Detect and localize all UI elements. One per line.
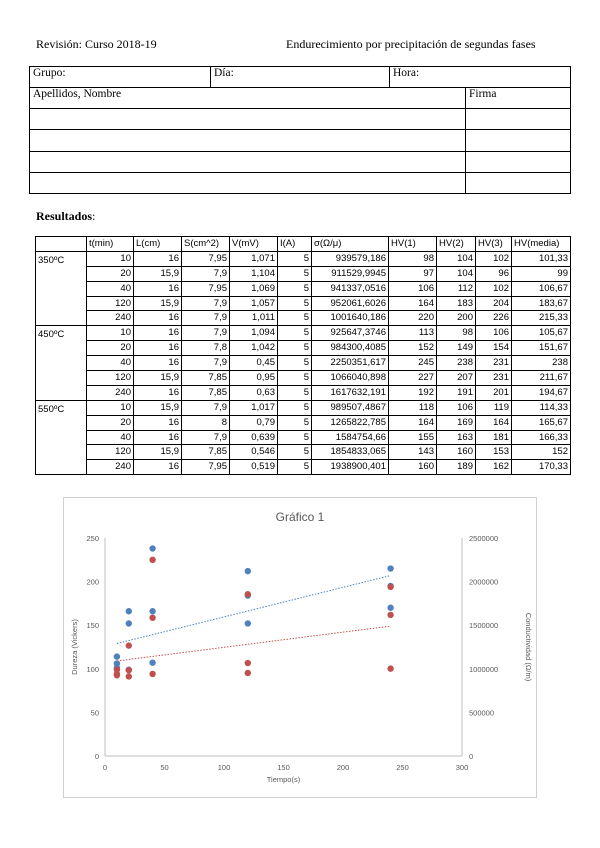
table-cell: 15,9 (134, 400, 182, 415)
table-cell: 16 (134, 385, 182, 400)
table-cell: 1,071 (230, 251, 278, 266)
table-cell: 1265822,785 (312, 415, 389, 430)
table-cell: 105,67 (512, 326, 571, 341)
y-tick-label: 200 (86, 577, 99, 587)
y-tick-label: 150 (86, 621, 99, 631)
table-cell: 15,9 (134, 371, 182, 386)
table-cell: 0,519 (230, 460, 278, 475)
table-row (36, 430, 571, 445)
table-cell: 7,9 (182, 326, 230, 341)
data-point-conductividad (126, 642, 132, 648)
table-cell: 152 (389, 341, 437, 356)
grupo-field[interactable] (30, 67, 211, 88)
table-cell: 10 (87, 326, 134, 341)
temp-column-header (36, 237, 87, 252)
table-cell: 163 (437, 430, 476, 445)
data-point-conductividad (149, 671, 155, 677)
table-cell: 152 (512, 445, 571, 460)
scatter-chart (64, 498, 536, 797)
table-cell: 220 (389, 311, 437, 326)
table-row (36, 311, 571, 326)
table-cell: 238 (512, 356, 571, 371)
table-cell: 5 (278, 281, 312, 296)
table-cell: 5 (278, 311, 312, 326)
table-cell: 5 (278, 341, 312, 356)
table-cell: 194,67 (512, 385, 571, 400)
table-cell: 16 (134, 251, 182, 266)
grupo-label: Grupo: (33, 67, 66, 79)
y-tick-label: 250 (86, 534, 99, 543)
column-header: V(mV) (230, 237, 278, 252)
table-cell: 215,33 (512, 311, 571, 326)
table-cell: 165,67 (512, 415, 571, 430)
table-cell: 101,33 (512, 251, 571, 266)
table-cell: 7,95 (182, 251, 230, 266)
data-point-dureza (149, 545, 155, 551)
table-cell: 40 (87, 281, 134, 296)
table-cell: 5 (278, 400, 312, 415)
table-cell: 201 (476, 385, 512, 400)
data-point-dureza (149, 659, 155, 665)
table-cell: 106,67 (512, 281, 571, 296)
table-cell: 204 (476, 296, 512, 311)
table-cell: 911529,9945 (312, 266, 389, 281)
table-cell: 5 (278, 266, 312, 281)
data-point-dureza (387, 565, 393, 571)
name-entry-1[interactable] (30, 109, 466, 130)
x-tick-label: 250 (396, 763, 409, 772)
y-tick-label: 50 (90, 708, 99, 718)
table-cell: 5 (278, 445, 312, 460)
name-entry-4[interactable] (30, 172, 466, 193)
table-cell: 1,104 (230, 266, 278, 281)
table-cell: 192 (389, 385, 437, 400)
table-cell: 984300,4085 (312, 341, 389, 356)
apellidos-header (30, 88, 466, 109)
table-cell: 231 (476, 371, 512, 386)
temperature-cell: 550ºC (36, 400, 87, 474)
table-cell: 211,67 (512, 371, 571, 386)
column-header: S(cm^2) (182, 237, 230, 252)
table-cell: 1584754,66 (312, 430, 389, 445)
y2-tick-label: 0 (469, 752, 474, 761)
table-cell: 1938900,401 (312, 460, 389, 475)
table-row (36, 445, 571, 460)
column-header: t(min) (87, 237, 134, 252)
dia-label: Día: (214, 67, 234, 79)
table-row (36, 415, 571, 430)
data-point-conductividad (245, 591, 251, 597)
table-cell: 106 (437, 400, 476, 415)
x-tick-label: 100 (217, 763, 231, 772)
table-cell: 10 (87, 251, 134, 266)
data-point-conductividad (149, 615, 155, 621)
trendline-dureza (117, 575, 391, 643)
y2-tick-label: 1500000 (469, 621, 499, 631)
table-cell: 102 (476, 251, 512, 266)
trendline-conductividad (117, 626, 391, 661)
signature-entry-1[interactable] (466, 109, 571, 130)
table-row (36, 400, 571, 415)
table-cell: 2250351,617 (312, 356, 389, 371)
y-tick-label: 0 (94, 752, 99, 761)
table-cell: 40 (87, 430, 134, 445)
table-cell: 1,042 (230, 341, 278, 356)
data-point-dureza (126, 608, 132, 614)
table-cell: 941337,0516 (312, 281, 389, 296)
table-cell: 0,639 (230, 430, 278, 445)
table-cell: 162 (476, 460, 512, 475)
table-cell: 183 (437, 296, 476, 311)
table-cell: 164 (389, 415, 437, 430)
table-cell: 120 (87, 371, 134, 386)
table-cell: 164 (476, 415, 512, 430)
table-cell: 15,9 (134, 266, 182, 281)
table-row (36, 281, 571, 296)
table-cell: 7,9 (182, 296, 230, 311)
table-cell: 189 (437, 460, 476, 475)
table-cell: 16 (134, 341, 182, 356)
column-header: HV(media) (512, 237, 571, 252)
table-cell: 15,9 (134, 296, 182, 311)
table-cell: 939579,186 (312, 251, 389, 266)
data-point-dureza (387, 605, 393, 611)
table-cell: 7,9 (182, 356, 230, 371)
column-header: HV(2) (437, 237, 476, 252)
header-practice-title: Endurecimiento por precipitación de segundas fases (286, 37, 536, 51)
column-header: L(cm) (134, 237, 182, 252)
results-heading: Resultados: (36, 209, 96, 223)
table-cell: 20 (87, 266, 134, 281)
data-point-conductividad (126, 667, 132, 673)
table-cell: 169 (437, 415, 476, 430)
table-cell: 1,069 (230, 281, 278, 296)
table-cell: 160 (389, 460, 437, 475)
table-cell: 0,79 (230, 415, 278, 430)
table-cell: 16 (134, 460, 182, 475)
name-entry-3[interactable] (30, 151, 466, 172)
signature-entry-3[interactable] (466, 151, 571, 172)
table-cell: 96 (476, 266, 512, 281)
table-cell: 181 (476, 430, 512, 445)
table-cell: 7,8 (182, 341, 230, 356)
table-cell: 5 (278, 296, 312, 311)
table-cell: 10 (87, 400, 134, 415)
table-cell: 227 (389, 371, 437, 386)
table-row (36, 356, 571, 371)
table-cell: 16 (134, 311, 182, 326)
table-cell: 98 (389, 251, 437, 266)
data-point-conductividad (114, 672, 120, 678)
hora-field[interactable] (390, 67, 571, 88)
data-point-dureza (114, 653, 120, 659)
table-cell: 106 (389, 281, 437, 296)
chart-container (63, 497, 537, 798)
table-cell: 99 (512, 266, 571, 281)
table-row (36, 251, 571, 266)
table-cell: 16 (134, 430, 182, 445)
table-cell: 1854833,065 (312, 445, 389, 460)
table-cell: 240 (87, 385, 134, 400)
y2-tick-label: 500000 (469, 708, 495, 718)
data-point-conductividad (245, 660, 251, 666)
data-point-conductividad (114, 666, 120, 672)
table-cell: 143 (389, 445, 437, 460)
table-cell: 191 (437, 385, 476, 400)
table-cell: 1066040,898 (312, 371, 389, 386)
table-cell: 5 (278, 356, 312, 371)
data-point-conductividad (149, 557, 155, 563)
header-course-revision: Revisión: Curso 2018-19 (36, 37, 157, 51)
table-cell: 952061,6026 (312, 296, 389, 311)
temperature-cell: 350ºC (36, 251, 87, 325)
table-cell: 240 (87, 460, 134, 475)
y-tick-label: 100 (86, 664, 99, 674)
table-cell: 170,33 (512, 460, 571, 475)
table-cell: 1001640,186 (312, 311, 389, 326)
table-cell: 5 (278, 371, 312, 386)
y2-axis-title: Conductividad (Ω/m) (524, 612, 533, 682)
column-header: HV(3) (476, 237, 512, 252)
data-point-dureza (126, 620, 132, 626)
table-cell: 7,85 (182, 445, 230, 460)
y2-tick-label: 1000000 (469, 664, 499, 674)
table-cell: 5 (278, 415, 312, 430)
name-entry-2[interactable] (30, 130, 466, 151)
table-cell: 20 (87, 341, 134, 356)
signature-entry-4[interactable] (466, 172, 571, 193)
table-cell: 118 (389, 400, 437, 415)
table-cell: 98 (437, 326, 476, 341)
x-tick-label: 300 (455, 763, 469, 772)
table-cell: 1,017 (230, 400, 278, 415)
table-cell: 104 (437, 266, 476, 281)
data-point-dureza (149, 608, 155, 614)
table-cell: 7,9 (182, 400, 230, 415)
table-cell: 5 (278, 430, 312, 445)
y-axis-title: Dureza (Vickers) (70, 619, 79, 675)
table-cell: 245 (389, 356, 437, 371)
firma-header (466, 88, 571, 109)
table-row (36, 266, 571, 281)
x-axis-title: Tiempo(s) (266, 775, 301, 784)
x-tick-label: 200 (336, 763, 350, 772)
table-cell: 7,95 (182, 460, 230, 475)
table-cell: 0,63 (230, 385, 278, 400)
table-cell: 0,95 (230, 371, 278, 386)
table-cell: 155 (389, 430, 437, 445)
column-header: σ(Ω/μ) (312, 237, 389, 252)
table-cell: 989507,4867 (312, 400, 389, 415)
table-cell: 166,33 (512, 430, 571, 445)
table-cell: 7,85 (182, 385, 230, 400)
table-cell: 925647,3746 (312, 326, 389, 341)
results-header-row (36, 237, 571, 252)
table-cell: 97 (389, 266, 437, 281)
temperature-cell: 450ºC (36, 326, 87, 400)
data-point-conductividad (245, 670, 251, 676)
data-point-conductividad (387, 665, 393, 671)
table-cell: 20 (87, 415, 134, 430)
table-cell: 16 (134, 415, 182, 430)
table-cell: 16 (134, 281, 182, 296)
data-point-conductividad (387, 612, 393, 618)
table-row (36, 341, 571, 356)
table-cell: 238 (437, 356, 476, 371)
table-cell: 7,9 (182, 311, 230, 326)
x-tick-label: 50 (160, 763, 169, 772)
y2-tick-label: 2500000 (469, 534, 499, 543)
column-header: HV(1) (389, 237, 437, 252)
table-row (36, 371, 571, 386)
table-row (36, 326, 571, 341)
table-cell: 0,546 (230, 445, 278, 460)
data-point-conductividad (387, 584, 393, 590)
table-cell: 102 (476, 281, 512, 296)
table-cell: 7,95 (182, 281, 230, 296)
apellidos-label: Apellidos, Nombre (33, 88, 122, 101)
table-cell: 8 (182, 415, 230, 430)
chart-title: Gráfico 1 (275, 510, 325, 524)
table-cell: 114,33 (512, 400, 571, 415)
table-cell: 183,67 (512, 296, 571, 311)
y2-tick-label: 2000000 (469, 577, 499, 587)
table-cell: 231 (476, 356, 512, 371)
hora-label: Hora: (393, 67, 420, 79)
x-tick-label: 0 (102, 763, 108, 772)
table-cell: 15,9 (134, 445, 182, 460)
table-cell: 226 (476, 311, 512, 326)
dia-field[interactable] (211, 67, 390, 88)
table-cell: 207 (437, 371, 476, 386)
results-table (35, 236, 571, 475)
table-row (36, 296, 571, 311)
table-cell: 119 (476, 400, 512, 415)
x-tick-label: 150 (277, 763, 290, 772)
data-point-dureza (245, 620, 251, 626)
column-header: I(A) (278, 237, 312, 252)
table-cell: 16 (134, 356, 182, 371)
table-cell: 5 (278, 385, 312, 400)
signature-entry-2[interactable] (466, 130, 571, 151)
table-cell: 5 (278, 251, 312, 266)
table-cell: 149 (437, 341, 476, 356)
table-row (36, 460, 571, 475)
table-cell: 7,9 (182, 430, 230, 445)
table-cell: 104 (437, 251, 476, 266)
table-cell: 7,85 (182, 371, 230, 386)
table-cell: 153 (476, 445, 512, 460)
table-cell: 120 (87, 445, 134, 460)
table-cell: 154 (476, 341, 512, 356)
table-row (36, 385, 571, 400)
data-point-dureza (245, 568, 251, 574)
table-cell: 1617632,191 (312, 385, 389, 400)
table-cell: 240 (87, 311, 134, 326)
student-info-form (29, 66, 571, 194)
table-cell: 5 (278, 460, 312, 475)
table-cell: 1,057 (230, 296, 278, 311)
table-cell: 120 (87, 296, 134, 311)
table-cell: 16 (134, 326, 182, 341)
table-cell: 106 (476, 326, 512, 341)
table-cell: 151,67 (512, 341, 571, 356)
table-cell: 0,45 (230, 356, 278, 371)
table-cell: 1,094 (230, 326, 278, 341)
table-cell: 113 (389, 326, 437, 341)
table-cell: 7,9 (182, 266, 230, 281)
table-cell: 1,011 (230, 311, 278, 326)
data-point-dureza (114, 660, 120, 666)
firma-label: Firma (469, 88, 497, 101)
table-cell: 160 (437, 445, 476, 460)
table-cell: 112 (437, 281, 476, 296)
data-point-conductividad (126, 673, 132, 679)
table-cell: 164 (389, 296, 437, 311)
table-cell: 40 (87, 356, 134, 371)
table-cell: 5 (278, 326, 312, 341)
table-cell: 200 (437, 311, 476, 326)
